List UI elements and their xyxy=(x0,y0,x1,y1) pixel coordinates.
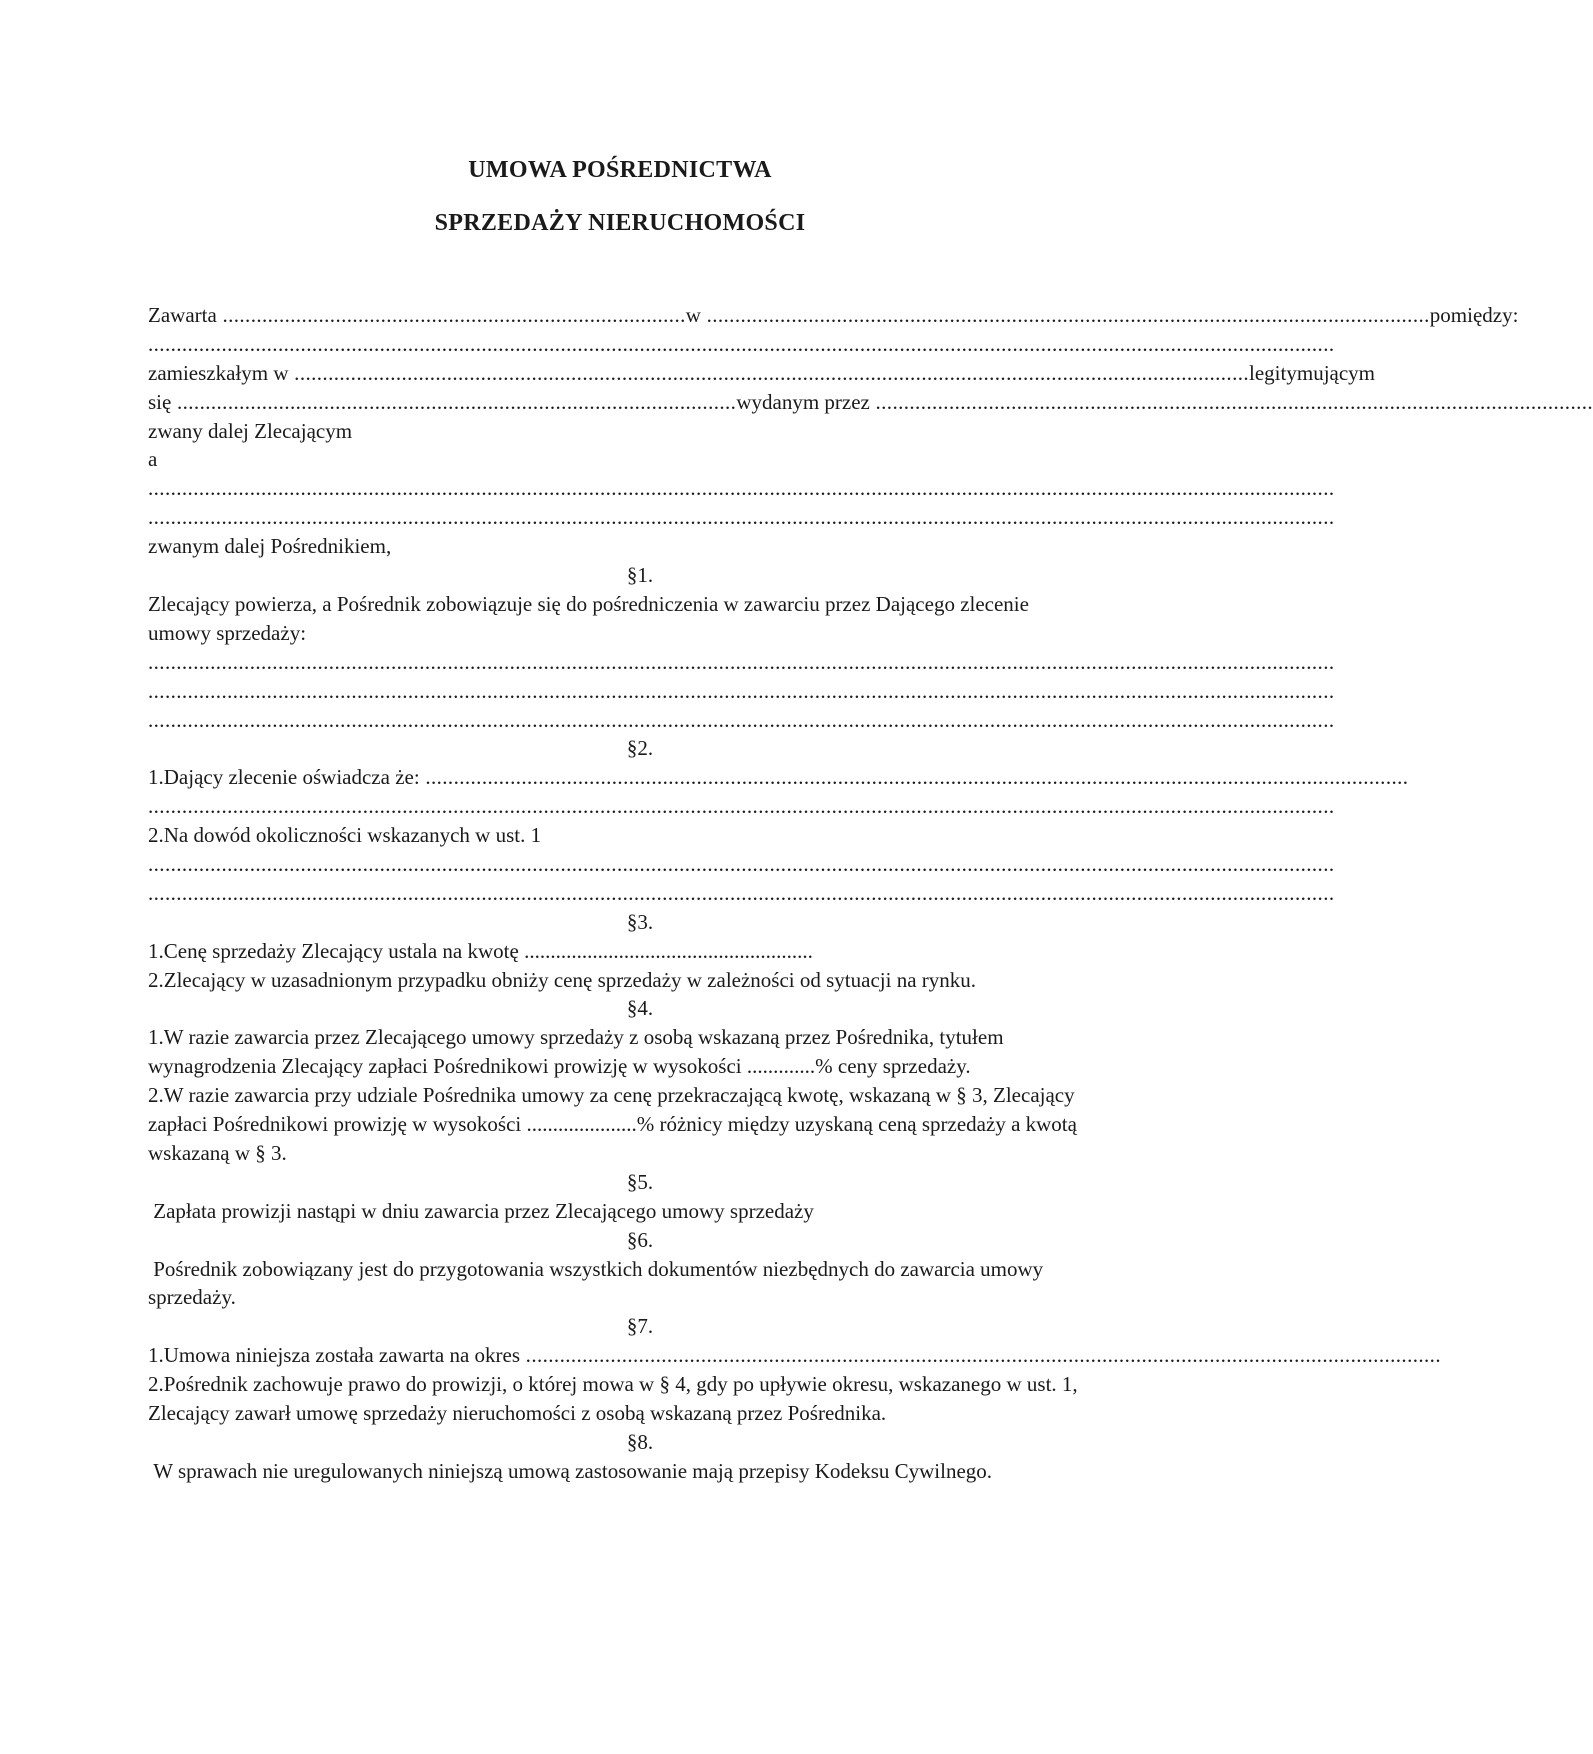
section-2-point-1: 1.Dający zlecenie oświadcza że: .............................................................................................................................................................................. xyxy=(148,765,1409,790)
blank-line: .................................................................................................................................................................................................................. xyxy=(148,880,1335,905)
section-4-point-1: 1.W razie zawarcia przez Zlecającego umowy sprzedaży z osobą wskazaną przez Pośrednika, tytułem wynagrodzenia Zlecający zapłaci Pośrednikowi prowizję w wysokości .............% ceny sprzedaży. xyxy=(148,1025,1004,1079)
blank-line: .................................................................................................................................................................................................................. xyxy=(148,649,1335,674)
issued-by-label: wydanym przez xyxy=(736,389,870,414)
concluded-label: Zawarta xyxy=(148,303,217,327)
agent-label: zwanym dalej Pośrednikiem, xyxy=(148,534,392,559)
between-label: pomiędzy: xyxy=(1429,303,1519,327)
in-label: w xyxy=(685,303,701,327)
section-7-point-1: 1.Umowa niniejsza została zawarta na okres .................................................................................................................................................................. xyxy=(148,1343,1441,1368)
blank-line: .................................................................................................................................................................................................................. xyxy=(148,505,1335,530)
section-8-text: W sprawach nie uregulowanych niniejszą umową zastosowanie mają przepisy Kodeksu Cywilnego. xyxy=(148,1458,993,1483)
blank-line: .................................................................................................................................................................................................................. xyxy=(148,794,1335,819)
section-4-point-2: 2.W razie zawarcia przy udziale Pośrednika umowy za cenę przekraczającą kwotę, wskazaną w § 3, Zlecający zapłaci Pośrednikowi prowizję w wysokości .....................% różnicy między uzyskaną ceną sprzedaży a kwotą wskazaną w § 3. xyxy=(148,1083,1077,1165)
self-label: się xyxy=(148,389,172,414)
blank-line: .................................................................................................................................................................................................................. xyxy=(148,678,1335,703)
contract-body xyxy=(148,301,1593,1486)
identified-label: legitymującym xyxy=(1249,360,1376,385)
blank-line: .................................................................................................................................................................................................................. xyxy=(148,476,1335,501)
document-title: UMOWA POŚREDNICTWA xyxy=(468,157,772,183)
section-3-heading: §3. xyxy=(626,909,654,934)
document-subtitle: SPRZEDAŻY NIERUCHOMOŚCI xyxy=(434,210,806,236)
section-1-heading: §1. xyxy=(626,563,654,588)
section-3-point-1: 1.Cenę sprzedaży Zlecający ustala na kwotę ....................................................... xyxy=(148,938,813,963)
section-7-point-2: 2.Pośrednik zachowuje prawo do prowizji, o której mowa w § 4, gdy po upływie okresu, wskazanego w ust. 1, Zlecający zawarł umowę sprzedaży nieruchomości z osobą wskazaną przez Pośrednika. xyxy=(148,1372,1078,1426)
section-6-text: Pośrednik zobowiązany jest do przygotowania wszystkich dokumentów niezbędnych do zawarcia umowy sprzedaży. xyxy=(148,1256,1049,1310)
section-7-heading: §7. xyxy=(626,1314,654,1339)
residence-label: zamieszkałym w xyxy=(148,360,289,385)
contract-place-line: Zawarta .................................................................................. w ................................................................................................................................ pomiędzy: xyxy=(148,301,1092,330)
section-5-text: Zapłata prowizji nastąpi w dniu zawarcia przez Zlecającego umowy sprzedaży xyxy=(148,1198,814,1223)
section-2-point-2: 2.Na dowód okoliczności wskazanych w ust. 1 xyxy=(148,823,542,848)
blank-line: .................................................................................................................................................................................................................. xyxy=(148,707,1335,732)
blank-line: .................................................................................................................................................................................................................. xyxy=(148,851,1335,876)
residence-line: zamieszkałym w ......................................................................................................................................................................... legitymującym xyxy=(148,359,1092,388)
section-1-text: Zlecający powierza, a Pośrednik zobowiązuje się do pośredniczenia w zawarciu przez Dającego zlecenie umowy sprzedaży: xyxy=(148,591,1029,645)
section-5-heading: §5. xyxy=(626,1169,654,1194)
blank-line: .................................................................................................................................................................................................................. xyxy=(148,331,1335,356)
conjunction: a xyxy=(148,447,158,472)
section-4-heading: §4. xyxy=(626,996,654,1021)
section-3-point-2: 2.Zlecający w uzasadnionym przypadku obniży cenę sprzedaży w zależności od sytuacji na rynku. xyxy=(148,967,977,992)
client-label: zwany dalej Zlecającym xyxy=(148,418,353,443)
section-2-heading: §2. xyxy=(626,736,654,761)
id-document-line: się ................................................................................................... wydanym przez ............................................................................................................................... xyxy=(148,388,1092,417)
section-6-heading: §6. xyxy=(626,1227,654,1252)
section-8-heading: §8. xyxy=(626,1429,654,1454)
